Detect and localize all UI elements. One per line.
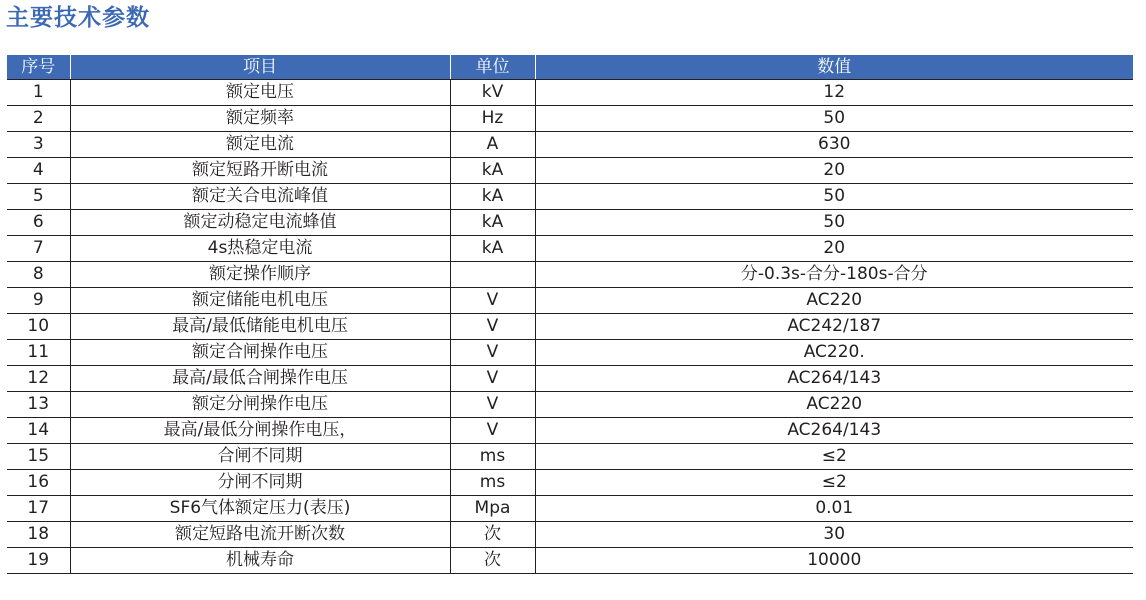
cell-unit: kA xyxy=(450,184,535,210)
table-row xyxy=(7,548,1133,574)
cell-unit: kA xyxy=(450,236,535,262)
cell-value: AC220. xyxy=(535,340,1133,366)
cell-unit: Mpa xyxy=(450,496,535,522)
cell-value: 分-0.3s-合分-180s-合分 xyxy=(535,262,1133,288)
cell-unit: kA xyxy=(450,158,535,184)
table-row xyxy=(7,106,1133,132)
cell-value: 10000 xyxy=(535,548,1133,574)
cell-item: 额定分闸操作电压 xyxy=(70,392,450,418)
table-row xyxy=(7,236,1133,262)
table-row xyxy=(7,340,1133,366)
cell-index: 6 xyxy=(7,210,70,236)
cell-value: AC264/143 xyxy=(535,366,1133,392)
cell-unit: A xyxy=(450,132,535,158)
cell-item: 额定短路开断电流 xyxy=(70,158,450,184)
cell-item: 额定动稳定电流蜂值 xyxy=(70,210,450,236)
cell-item: 额定合闸操作电压 xyxy=(70,340,450,366)
cell-unit: 次 xyxy=(450,522,535,548)
table-row xyxy=(7,288,1133,314)
cell-item: 最高/最低分闸操作电压， xyxy=(70,418,450,444)
cell-index: 7 xyxy=(7,236,70,262)
cell-value: 20 xyxy=(535,158,1133,184)
cell-value: ≤2 xyxy=(535,470,1133,496)
cell-item: 额定频率 xyxy=(70,106,450,132)
cell-item: 分闸不同期 xyxy=(70,470,450,496)
table-row xyxy=(7,392,1133,418)
table-row xyxy=(7,522,1133,548)
table-row xyxy=(7,210,1133,236)
table-row xyxy=(7,366,1133,392)
cell-value: AC264/143 xyxy=(535,418,1133,444)
cell-item: 最高/最低合闸操作电压 xyxy=(70,366,450,392)
cell-unit: V xyxy=(450,392,535,418)
cell-unit: V xyxy=(450,418,535,444)
cell-value: 50 xyxy=(535,106,1133,132)
header-unit: 单位 xyxy=(450,55,535,80)
cell-value: AC220 xyxy=(535,288,1133,314)
table-body xyxy=(7,80,1133,574)
cell-index: 18 xyxy=(7,522,70,548)
cell-index: 19 xyxy=(7,548,70,574)
cell-item: 额定关合电流峰值 xyxy=(70,184,450,210)
table-row xyxy=(7,496,1133,522)
cell-unit: V xyxy=(450,288,535,314)
cell-unit: kA xyxy=(450,210,535,236)
cell-value: 0.01 xyxy=(535,496,1133,522)
cell-index: 11 xyxy=(7,340,70,366)
table-row xyxy=(7,262,1133,288)
cell-value: 20 xyxy=(535,236,1133,262)
cell-unit: Hz xyxy=(450,106,535,132)
cell-index: 4 xyxy=(7,158,70,184)
cell-unit: ms xyxy=(450,444,535,470)
cell-index: 2 xyxy=(7,106,70,132)
cell-value: 30 xyxy=(535,522,1133,548)
cell-value: AC242/187 xyxy=(535,314,1133,340)
cell-index: 17 xyxy=(7,496,70,522)
cell-value: 50 xyxy=(535,184,1133,210)
cell-item: 额定短路电流开断次数 xyxy=(70,522,450,548)
cell-unit: V xyxy=(450,340,535,366)
page-title: 主要技术参数 xyxy=(6,5,150,31)
cell-item: 额定储能电机电压 xyxy=(70,288,450,314)
cell-item: 额定电压 xyxy=(70,80,450,106)
table-row xyxy=(7,470,1133,496)
spec-table xyxy=(7,55,1133,574)
cell-value: ≤2 xyxy=(535,444,1133,470)
cell-unit: kV xyxy=(450,80,535,106)
cell-index: 15 xyxy=(7,444,70,470)
header-index: 序号 xyxy=(7,55,70,80)
cell-index: 9 xyxy=(7,288,70,314)
cell-item: SF6气体额定压力(表压) xyxy=(70,496,450,522)
cell-index: 14 xyxy=(7,418,70,444)
cell-index: 12 xyxy=(7,366,70,392)
cell-item: 额定电流 xyxy=(70,132,450,158)
cell-index: 13 xyxy=(7,392,70,418)
header-item: 项目 xyxy=(70,55,450,80)
cell-item: 4s热稳定电流 xyxy=(70,236,450,262)
table-row xyxy=(7,444,1133,470)
cell-value: AC220 xyxy=(535,392,1133,418)
cell-index: 16 xyxy=(7,470,70,496)
cell-index: 3 xyxy=(7,132,70,158)
cell-value: 50 xyxy=(535,210,1133,236)
cell-unit: ms xyxy=(450,470,535,496)
header-value: 数值 xyxy=(535,55,1133,80)
table-row xyxy=(7,184,1133,210)
table-header-row xyxy=(7,55,1133,80)
cell-unit: V xyxy=(450,366,535,392)
table-row xyxy=(7,132,1133,158)
cell-item: 机械寿命 xyxy=(70,548,450,574)
table-row xyxy=(7,418,1133,444)
cell-unit: V xyxy=(450,314,535,340)
table-row xyxy=(7,80,1133,106)
table-row xyxy=(7,314,1133,340)
cell-item: 合闸不同期 xyxy=(70,444,450,470)
cell-index: 1 xyxy=(7,80,70,106)
cell-index: 10 xyxy=(7,314,70,340)
table-row xyxy=(7,158,1133,184)
cell-item: 额定操作顺序 xyxy=(70,262,450,288)
cell-unit xyxy=(450,262,535,288)
cell-value: 12 xyxy=(535,80,1133,106)
cell-value: 630 xyxy=(535,132,1133,158)
cell-unit: 次 xyxy=(450,548,535,574)
cell-index: 5 xyxy=(7,184,70,210)
cell-index: 8 xyxy=(7,262,70,288)
cell-item: 最高/最低储能电机电压 xyxy=(70,314,450,340)
